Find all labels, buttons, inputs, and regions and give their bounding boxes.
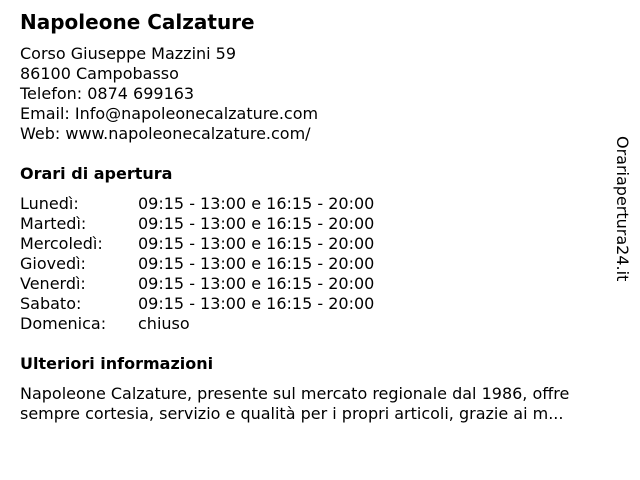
info-line: Napoleone Calzature, presente sul mercato regionale dal 1986, offre <box>20 384 570 403</box>
day-hours: 09:15 - 13:00 e 16:15 - 20:00 <box>138 234 375 253</box>
day-label: Domenica: <box>20 314 107 333</box>
day-hours: 09:15 - 13:00 e 16:15 - 20:00 <box>138 274 375 293</box>
info-line: sempre cortesia, servizio e qualità per i propri articoli, grazie ai m... <box>20 404 564 423</box>
hours-row-tuesday <box>20 214 374 234</box>
address-city: 86100 Campobasso <box>20 64 179 83</box>
hours-row-sunday <box>20 314 374 334</box>
hours-row-monday <box>20 194 374 214</box>
business-name: Napoleone Calzature <box>20 10 255 34</box>
day-label: Mercoledì: <box>20 234 103 253</box>
day-hours: 09:15 - 13:00 e 16:15 - 20:00 <box>138 194 375 213</box>
website: Web: www.napoleonecalzature.com/ <box>20 124 311 143</box>
day-hours: 09:15 - 13:00 e 16:15 - 20:00 <box>138 254 375 273</box>
hours-row-thursday <box>20 254 374 274</box>
phone-number: Telefon: 0874 699163 <box>20 84 195 103</box>
address-street: Corso Giuseppe Mazzini 59 <box>20 44 237 63</box>
day-label: Venerdì: <box>20 274 86 293</box>
more-info-text <box>20 384 620 424</box>
hours-row-saturday <box>20 294 374 314</box>
day-label: Martedì: <box>20 214 87 233</box>
day-label: Sabato: <box>20 294 82 313</box>
contact-block <box>20 44 318 144</box>
site-watermark: Orariapertura24.it <box>613 136 632 282</box>
hours-row-friday <box>20 274 374 294</box>
email-address: Email: Info@napoleonecalzature.com <box>20 104 319 123</box>
opening-hours-heading: Orari di apertura <box>20 164 173 183</box>
hours-row-wednesday <box>20 234 374 254</box>
day-label: Lunedì: <box>20 194 79 213</box>
opening-hours-table <box>20 194 374 334</box>
day-hours: chiuso <box>138 314 190 333</box>
more-info-heading: Ulteriori informazioni <box>20 354 214 373</box>
day-hours: 09:15 - 13:00 e 16:15 - 20:00 <box>138 294 375 313</box>
day-label: Giovedì: <box>20 254 86 273</box>
day-hours: 09:15 - 13:00 e 16:15 - 20:00 <box>138 214 375 233</box>
